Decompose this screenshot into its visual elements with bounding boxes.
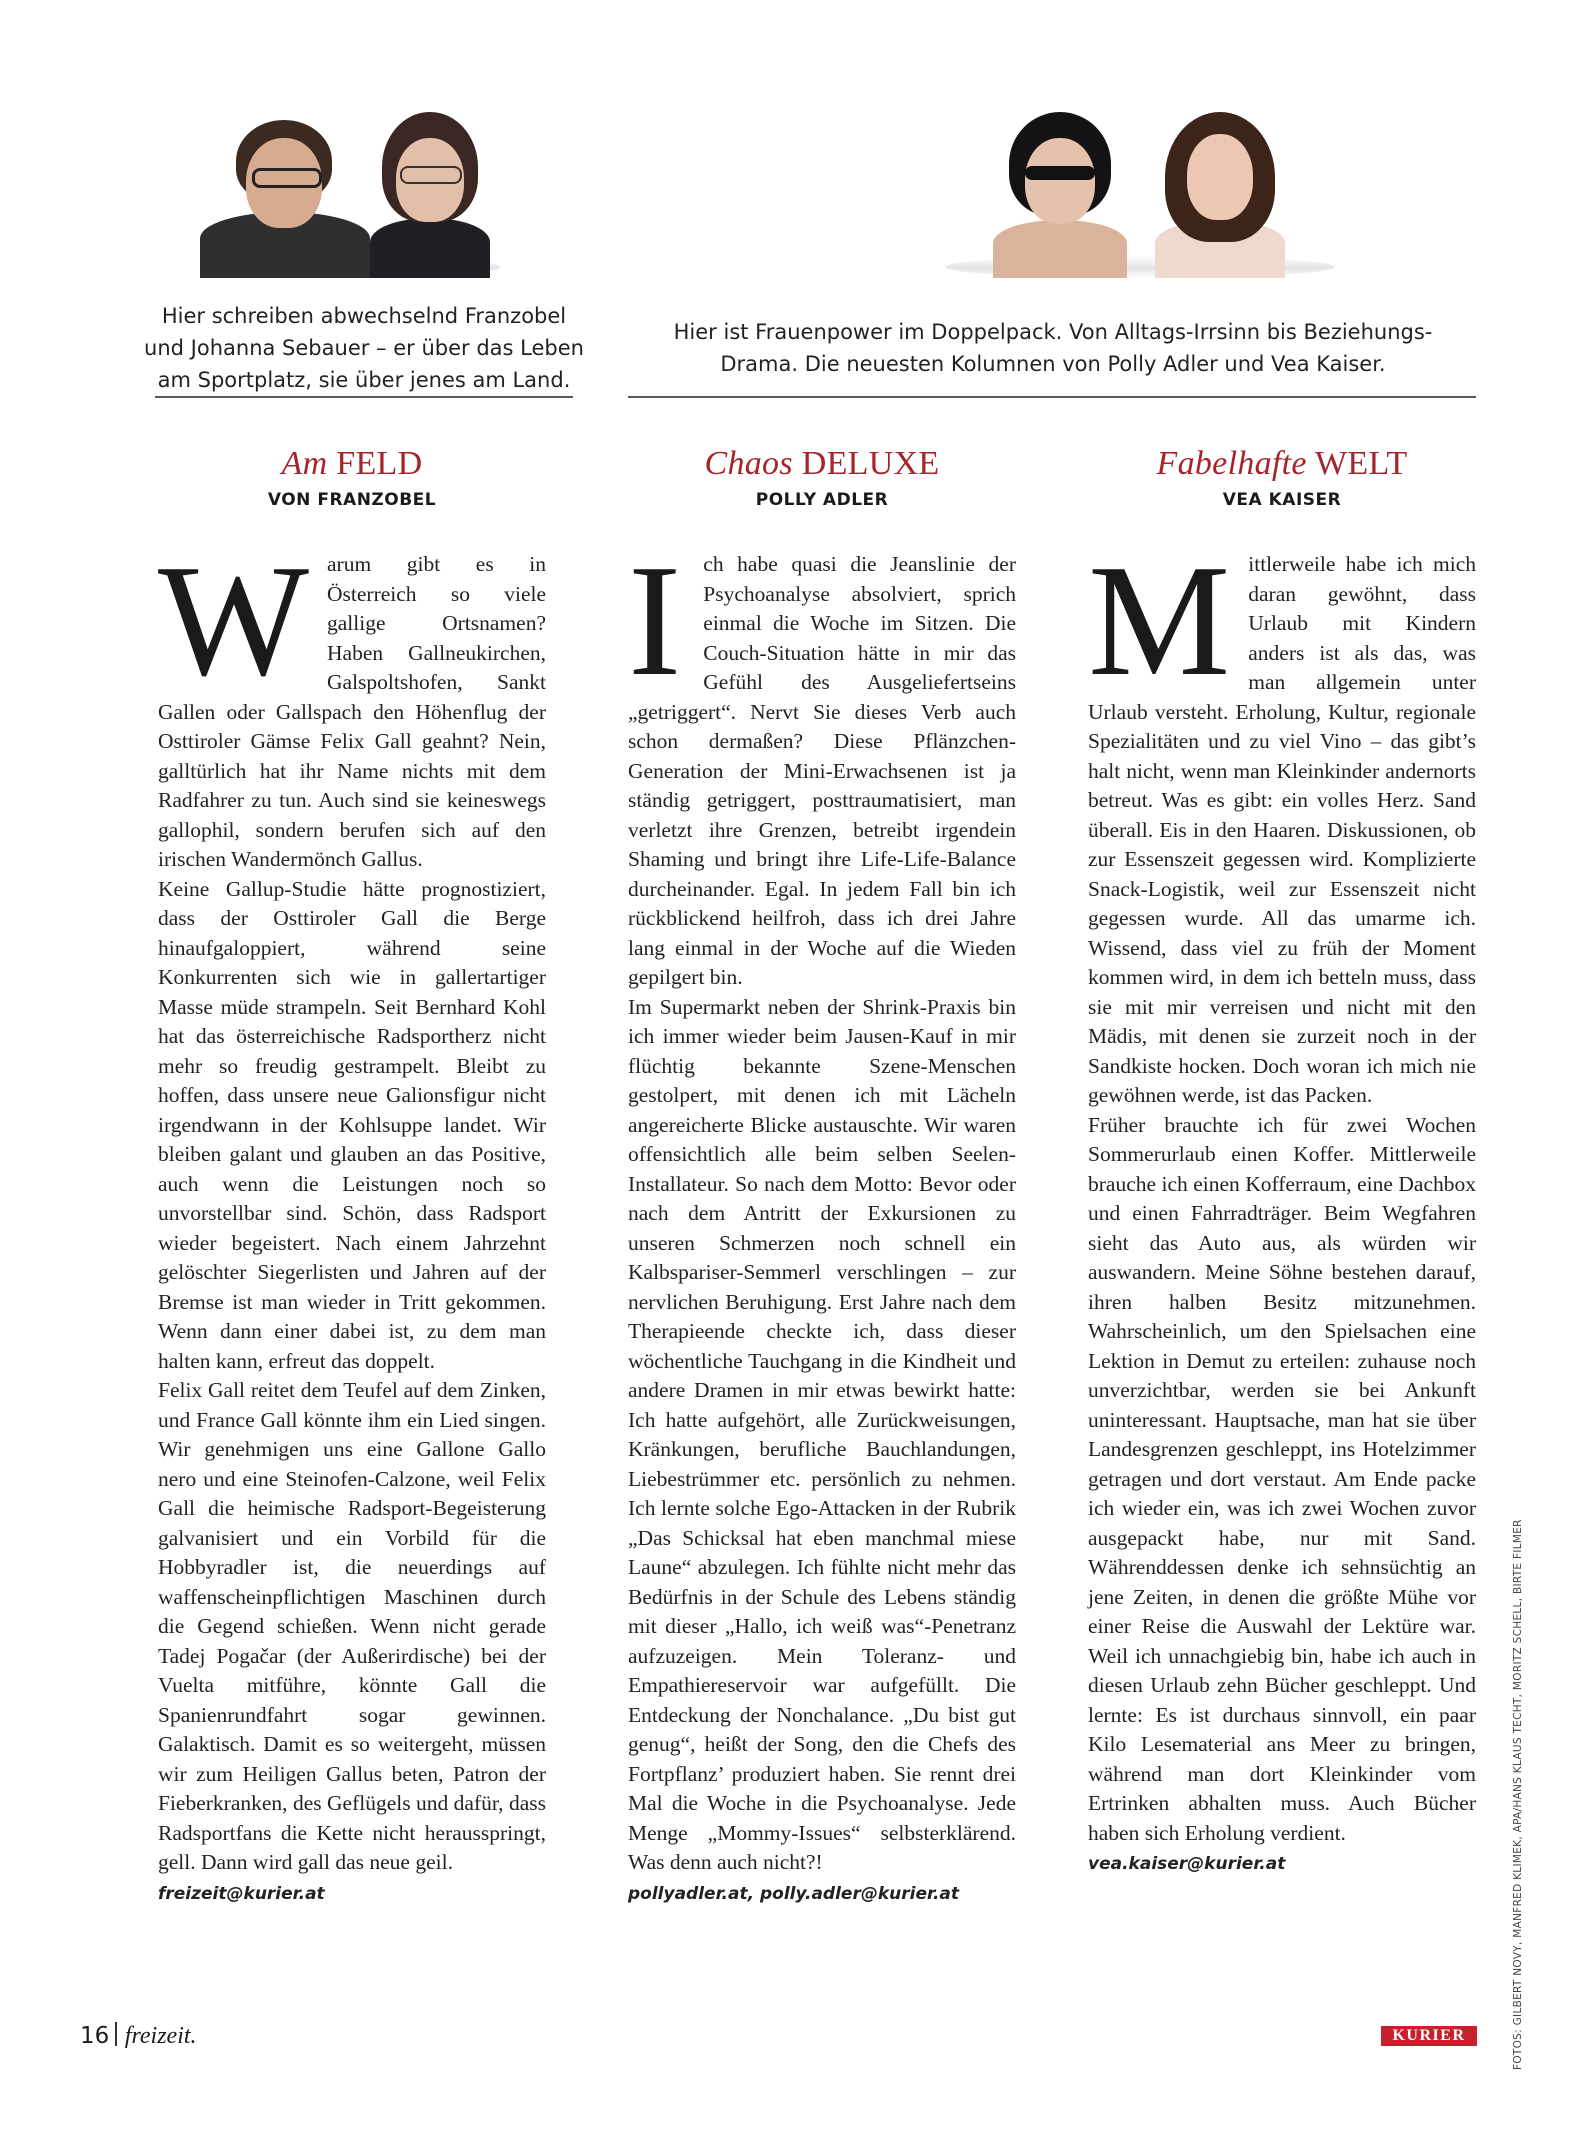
caption-rule-right xyxy=(628,396,1476,398)
caption-adler-kaiser: Hier ist Frauenpower im Doppelpack. Von Alltags-Irrsinn bis Beziehungs- Drama. Die neuesten Kolumnen von Polly Adler und Vea Kaiser. xyxy=(673,320,1433,376)
portrait-adler-kaiser xyxy=(945,108,1335,278)
column-author: VEA KAISER xyxy=(1222,490,1342,510)
portrait-franzobel-sebauer xyxy=(200,108,500,278)
page-footer xyxy=(80,2022,197,2050)
column-paragraph: ch habe quasi die Jeanslinie der Psychoanalyse absolviert, sprich einmal die Woche im Sitzen. Die Couch-Situation hätte in mir das Gefühl des Ausgeliefertseins „getriggert“. Nervt Sie dieses Verb auch schon dermaßen? Diese Pflänzchen-Generation der Mini-Erwachsenen ist ja ständig getriggert, posttraumatisiert, man verletzt ihre Grenzen, betreibt irgendein Shaming und bringt ihre Life-Life-Balance durcheinander. Egal. In jedem Fall bin ich rückblickend heilfroh, dass ich drei Jahre lang einmal in der Woche auf die Wieden gepilgert bin. xyxy=(628,552,1016,989)
column-paragraph: Früher brauchte ich für zwei Wochen Sommerurlaub einen Koffer. Mittlerweile brauche ich einen Kofferraum, eine Dachbox und einen Fahrradträger. Beim Wegfahren sieht das Auto aus, als würden wir auswandern. Meine Söhne bestehen darauf, ihren halben Besitz mitzunehmen. Wahrscheinlich, um den Spielsachen eine Lektion in Demut zu erteilen: zuhause noch unverzichtbar, werden sie bei Ankunft uninteressant. Hauptsache, man hat sie über Landesgrenzen geschleppt, ins Hotelzimmer getragen und dort verstaut. Am Ende packe ich wieder ein, was ich zwei Wochen zuvor ausgepackt habe, nur mit Sand. Währenddessen denke ich sehnsüchtig an jene Zeiten, in denen die größte Mühe vor einer Reise die Auswahl der Lektüre war. Weil ich unnachgiebig bin, habe ich auch in diesen Urlaub zehn Bücher geschleppt. Und lernte: Es ist durchaus sinnvoll, ein paar Kilo Lesematerial ans Meer zu bringen, während man dort Kleinkinder vom Ertrinken abhalten muss. Auch Bücher haben sich Erholung verdient. xyxy=(1088,1112,1476,1845)
portrait-vea-kaiser xyxy=(1145,108,1295,278)
author-email[interactable]: pollyadler.at, polly.adler@kurier.at xyxy=(628,1883,960,1904)
caption-rule-left xyxy=(155,396,573,398)
column-author: POLLY ADLER xyxy=(755,490,889,510)
column-body-fabelhafte-welt xyxy=(1088,531,1476,1880)
column-title: Chaos DELUXE xyxy=(704,445,940,482)
drop-cap: I xyxy=(628,531,682,709)
column-head-am-feld xyxy=(158,444,546,510)
column-paragraph: Im Supermarkt neben der Shrink-Praxis bin ich immer wieder beim Jausen-Kauf in mir flüchtig bekannte Szene-Menschen gestolpert, mit denen ich mit Lächeln angereicherte Blicke austauschte. Wir waren offensichtlich alle beim selben Seelen-Installateur. So nach dem Motto: Bevor oder nach dem Antritt der Exkursionen zu unseren Schmerzen noch schnell ein Kalbspariser-Semmerl verschlingen – zur nervlichen Beruhigung. Erst Jahre nach dem Therapieende checkte ich, dass dieser wöchentliche Tauchgang in die Kindheit und andere Dramen in mir etwas bewirkt hatte: Ich hatte aufgehört, alle Zurückweisungen, Kränkungen, berufliche Bauchlandungen, Liebestrümmer etc. persönlich zu nehmen. Ich lernte solche Ego-Attacken in der Rubrik „Das Schicksal hat eben manchmal miese Laune“ abzulegen. Ich fühlte nicht mehr das Bedürfnis in der Schule des Lebens ständig mit dieser „Hallo, ich weiß was“-Penetranz aufzuzeigen. Mein Toleranz- und Empathiereservoir war aufgefüllt. Die Entdeckung der Nonchalance. „Du bist gut genug“, heißt der Song, den die Chefs des Fortpflanz’ produziert haben. Sie rennt drei Mal die Woche in die Psychoanalyse. Jede Menge „Mommy-Issues“ selbsterklärend. Was denn auch nicht?! xyxy=(628,994,1016,1874)
column-body-am-feld xyxy=(158,531,546,1909)
column-paragraph: ittlerweile habe ich mich daran gewöhnt, dass Urlaub mit Kindern anders ist als das, was man allgemein unter Urlaub versteht. Erholung, Kultur, regionale Spezialitäten und zu viel Vino – das gibt’s halt nicht, wenn man Kleinkinder andernorts betreut. Was es gibt: ein volles Herz. Sand überall. Eis in den Haaren. Diskussionen, ob zur Essenszeit gegessen wird. Komplizierte Snack-Logistik, weil zur Essenszeit nicht gegessen wurde. All das umarme ich. Wissend, dass viel zu früh der Moment kommen wird, in dem ich betteln muss, dass sie mit mir verreisen und nicht mit den Mädis, mit denen sie zurzeit noch in der Sandkiste hocken. Doch woran ich mich nie gewöhnen werde, ist das Packen. xyxy=(1088,552,1476,1107)
column-head-chaos-deluxe xyxy=(628,444,1016,510)
portrait-sebauer xyxy=(370,108,490,278)
column-paragraph: Felix Gall reitet dem Teufel auf dem Zinken, und France Gall könnte ihm ein Lied singen. Wir genehmigen uns eine Gallone Gallo nero und eine Steinofen-Calzone, weil Felix Gall die heimische Radsport-Begeisterung galvanisiert und ein Vorbild für die Hobbyradler ist, die neuerdings auf waffenscheinpflichtigen Maschinen durch die Gegend schießen. Wenn nicht gerade Tadej Pogačar (der Außerirdische) bei der Vuelta mitführe, könnte Gall die Spanienrundfahrt sogar gewinnen. Galaktisch. Damit es so weitergeht, müssen wir zum Heiligen Gallus beten, Patron der Fieberkranken, des Geflügels und dafür, dass Radsportfans die Kette nicht herausspringt, gell. Dann wird gall das neue geil. xyxy=(158,1378,546,1874)
kurier-logo: KURIER xyxy=(1381,2026,1477,2046)
author-email[interactable]: freizeit@kurier.at xyxy=(158,1883,325,1904)
column-paragraph: arum gibt es in Österreich so viele gallige Ortsnamen? Haben Gallneukirchen, Galspoltshofen, Sankt Gallen oder Gallspach den Höhenflug der Osttiroler Gämse Felix Gall geahnt? Nein, galltürlich hat ihr Name nichts mit dem Radfahrer zu tun. Auch sind sie keineswegs gallophil, sondern berufen sich auf den irischen Wandermönch Gallus. xyxy=(158,552,546,871)
column-body-chaos-deluxe xyxy=(628,531,1016,1909)
magazine-name: freizeit. xyxy=(124,2023,197,2049)
column-paragraph: Keine Gallup-Studie hätte prognostiziert, dass der Osttiroler Gall die Berge hinaufgaloppiert, während seine Konkurrenten sich wie in gallertartiger Masse müde strampeln. Seit Bernhard Kohl hat das österreichische Radsportherz nicht mehr so freudig gestrampelt. Bleibt zu hoffen, dass unsere neue Galionsfigur nicht irgendwann in der Kohlsuppe landet. Wir bleiben galant und glauben an das Positive, auch wenn die Leistungen noch so unvorstellbar sind. Schön, dass Radsport wieder begeistert. Nach einem Jahrzehnt gelöschter Siegerlisten und Jahren auf der Bremse ist man wieder in Tritt gekommen. Wenn dann einer dabei ist, zu dem man halten kann, erfreut das doppelt. xyxy=(158,876,546,1373)
drop-cap: W xyxy=(158,531,310,709)
column-head-fabelhafte-welt xyxy=(1088,444,1476,510)
portrait-franzobel xyxy=(200,108,370,278)
photo-credit: FOTOS: GILBERT NOVY, MANFRED KLIMEK, APA/HANS KLAUS TECHT, MORITZ SCHELL, BIRTE FILMER xyxy=(1512,1519,1524,2070)
page-number: 16 xyxy=(80,2023,110,2049)
column-title: Am FELD xyxy=(281,445,423,482)
footer-divider xyxy=(115,2022,117,2046)
portrait-polly-adler xyxy=(985,108,1135,278)
column-title: Fabelhafte WELT xyxy=(1156,445,1408,482)
caption-franzobel-sebauer: Hier schreiben abwechselnd Franzobel und Johanna Sebauer – er über das Leben am Sportplatz, sie über jenes am Land. xyxy=(144,304,584,392)
drop-cap: M xyxy=(1088,531,1231,709)
author-email[interactable]: vea.kaiser@kurier.at xyxy=(1088,1854,1286,1874)
column-author: VON FRANZOBEL xyxy=(267,490,437,510)
